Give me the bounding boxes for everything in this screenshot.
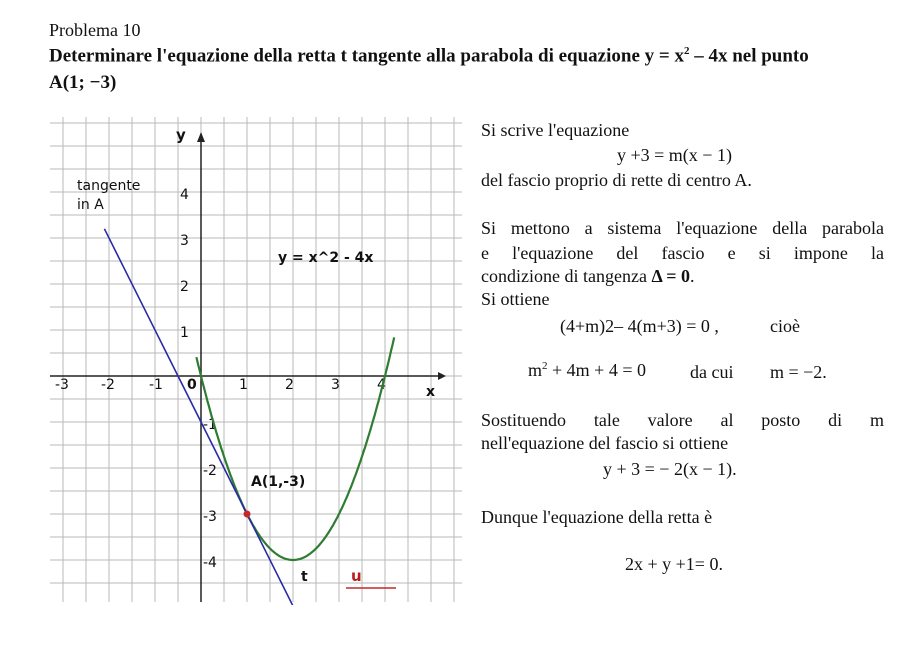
tangency-end: .: [690, 266, 695, 286]
annotations: [77, 178, 396, 588]
tangent-annotation-line2: in A: [77, 197, 104, 213]
quadratic-exponent: 2: [542, 360, 548, 372]
point-a-marker: [244, 511, 251, 518]
x-tick-label: 1: [239, 377, 248, 393]
solution-substitute-2: nell'equazione del fascio si ottiene: [481, 433, 729, 453]
x-axis-arrow: [438, 372, 446, 380]
solution-system-2: e l'equazione del fascio e si impone la: [481, 243, 884, 263]
y-axis-arrow: [197, 132, 205, 142]
y-axis-label: y: [176, 126, 186, 144]
x-tick-label: -1: [149, 377, 163, 393]
equation-final: 2x + y +1= 0.: [625, 554, 723, 574]
y-tick-label: 2: [180, 279, 189, 295]
y-tick-label: -3: [203, 509, 217, 525]
word-cioe: cioè: [770, 316, 800, 336]
quadratic-m: m: [528, 360, 543, 380]
solution-conclusion: Dunque l'equazione della retta è: [481, 507, 713, 527]
equation-tangent-point-slope: y + 3 = − 2(x − 1).: [603, 459, 737, 479]
x-tick-label: -3: [55, 377, 69, 393]
quadratic-rest: + 4m + 4 = 0: [547, 360, 646, 380]
parabola-curve: [196, 337, 394, 560]
problem-title: Problema 10: [49, 20, 141, 40]
tangency-text: condizione di tangenza: [481, 266, 652, 286]
solution-obtain: Si ottiene: [481, 289, 550, 309]
x-axis-label: x: [426, 384, 436, 400]
solution-intro: Si scrive l'equazione: [481, 120, 630, 140]
solution-tangency: [481, 266, 695, 287]
tangent-annotation-line1: tangente: [77, 178, 141, 194]
parabola-graph: [42, 112, 467, 605]
x-tick-label: -2: [101, 377, 115, 393]
x-tick-label: 2: [285, 377, 294, 393]
y-tick-label: 1: [180, 325, 189, 341]
solution-substitute-1: Sostituendo tale valore al posto di m: [481, 410, 884, 430]
solution-fascio-desc: del fascio proprio di rette di centro A.: [481, 170, 752, 190]
statement-text-1: Determinare l'equazione della retta t tangente alla parabola di equazione y = x: [49, 45, 684, 67]
x-tick-label: 0: [187, 377, 197, 393]
line-t-label: t: [301, 569, 308, 585]
u-label: u: [351, 567, 362, 585]
curves: [104, 229, 394, 605]
statement-text-2: – 4x nel punto: [689, 45, 809, 67]
y-tick-label: -2: [203, 463, 217, 479]
parabola-label: y = x^2 - 4x: [278, 250, 374, 266]
point-a-label: A(1,-3): [251, 474, 306, 490]
x-tick-label: 4: [377, 377, 386, 393]
statement-exponent: 2: [683, 45, 690, 57]
y-tick-label: 3: [180, 233, 189, 249]
x-tick-label: 3: [331, 377, 340, 393]
solution-system-1: Si mettono a sistema l'equazione della parabola: [481, 218, 884, 238]
equation-quadratic: [528, 360, 646, 381]
equation-discriminant: (4+m)2– 4(m+3) = 0 ,: [560, 316, 719, 336]
y-tick-label: 4: [180, 187, 189, 203]
y-tick-label: -4: [203, 555, 217, 571]
tangency-condition: Δ = 0: [651, 266, 690, 286]
equation-fascio: y +3 = m(x − 1): [617, 145, 732, 165]
problem-statement: [49, 45, 809, 67]
word-da-cui: da cui: [690, 362, 734, 382]
problem-point: A(1; −3): [49, 72, 117, 93]
equation-m-value: m = −2.: [770, 362, 827, 382]
y-tick-label: -1: [203, 417, 217, 433]
